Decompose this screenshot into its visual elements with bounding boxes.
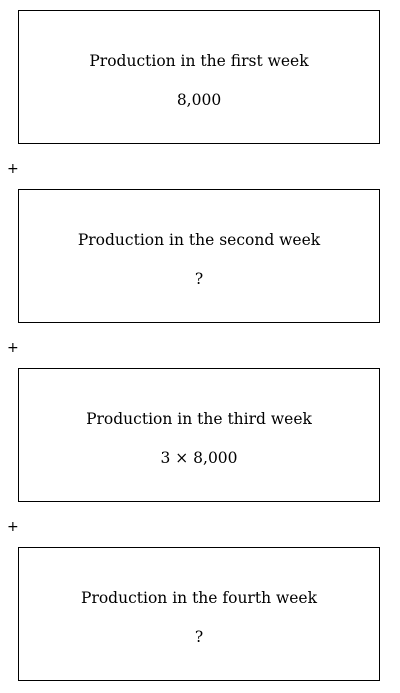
week-3-label: Production in the third week xyxy=(86,410,312,428)
week-4-label: Production in the fourth week xyxy=(81,589,317,607)
week-2-label: Production in the second week xyxy=(77,231,321,249)
week-3-value: 3 × 8,000 xyxy=(160,449,238,467)
week-4-value: ? xyxy=(194,628,204,646)
plus-operator-3: + xyxy=(7,519,19,535)
week-2-value: ? xyxy=(194,270,204,288)
week-1-box xyxy=(18,10,380,144)
week-1-label: Production in the first week xyxy=(89,52,309,70)
week-1-value: 8,000 xyxy=(176,91,222,109)
week-4-box xyxy=(18,547,380,681)
week-2-box xyxy=(18,189,380,323)
week-3-box xyxy=(18,368,380,502)
plus-operator-2: + xyxy=(7,340,19,356)
plus-operator-1: + xyxy=(7,161,19,177)
